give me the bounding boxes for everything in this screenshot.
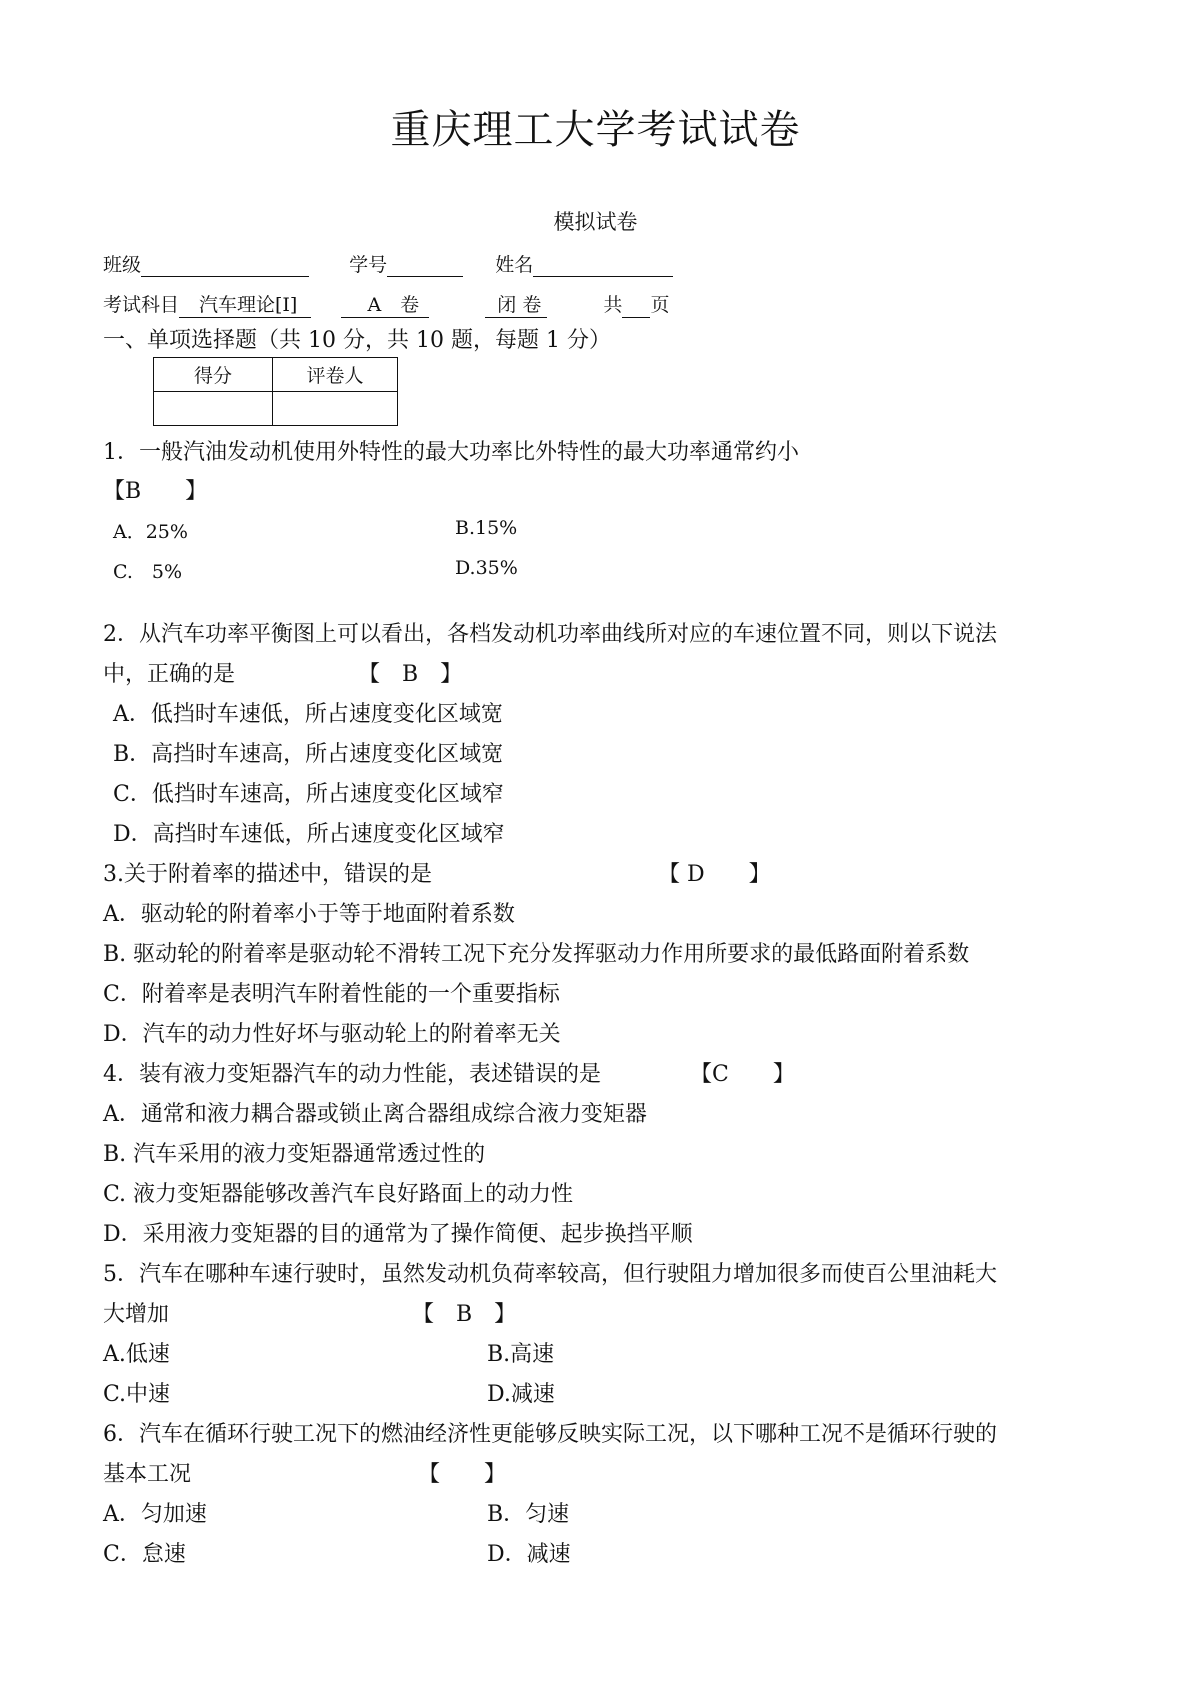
question-5-text: 5．汽车在哪种车速行驶时，虽然发动机负荷率较高，但行驶阻力增加很多而使百公里油耗大 [103, 1262, 998, 1287]
question-5-option-d: D.减速 [487, 1382, 555, 1407]
question-4-option-a: A．通常和液力耦合器或锁止离合器组成综合液力变矩器 [103, 1102, 647, 1127]
question-5-option-b: B.高速 [487, 1342, 555, 1367]
question-5-text-cont: 大增加 [103, 1302, 170, 1327]
question-2-text: 2．从汽车功率平衡图上可以看出，各档发动机功率曲线所对应的车速位置不同，则以下说法 [103, 622, 998, 647]
question-5-option-a: A.低速 [103, 1342, 170, 1367]
question-6-option-d: D．减速 [487, 1542, 571, 1567]
score-table [153, 357, 398, 426]
question-5-option-c: C.中速 [103, 1382, 171, 1407]
question-1-option-b: B.15% [455, 517, 518, 539]
score-header: 得分 [154, 358, 273, 392]
question-4-answer: 【C 】 [690, 1062, 795, 1087]
question-3-option-c: C．附着率是表明汽车附着性能的一个重要指标 [103, 982, 560, 1007]
question-3-option-d: D．汽车的动力性好坏与驱动轮上的附着率无关 [103, 1022, 561, 1047]
section-heading: 一、单项选择题（共 10 分，共 10 题，每题 1 分） [103, 328, 611, 353]
question-1-option-c: C. 5% [113, 561, 183, 583]
question-6-option-b: B．匀速 [487, 1502, 570, 1527]
question-2-option-b: B．高挡时车速高，所占速度变化区域宽 [113, 742, 504, 767]
question-4-option-d: D．采用液力变矩器的目的通常为了操作简便、起步换挡平顺 [103, 1222, 693, 1247]
question-6-option-a: A．匀加速 [103, 1502, 207, 1527]
question-6-answer: 【 】 [418, 1462, 507, 1487]
exam-type: 闭 卷 [485, 290, 547, 318]
question-2-text-cont: 中，正确的是 [103, 662, 236, 687]
question-4-text: 4．装有液力变矩器汽车的动力性能，表述错误的是 [103, 1062, 601, 1087]
exam-title: 重庆理工大学考试试卷 [390, 107, 801, 153]
question-1-option-a: A．25% [113, 521, 188, 543]
question-2-option-a: A．低挡时车速低，所占速度变化区域宽 [113, 702, 503, 727]
total-pages-field[interactable] [622, 295, 650, 318]
question-1-text: 1．一般汽油发动机使用外特性的最大功率比外特性的最大功率通常约小 [103, 440, 799, 465]
name-field[interactable] [533, 254, 673, 277]
subject-row [103, 290, 669, 318]
name-label: 姓名 [495, 254, 534, 276]
student-id-field[interactable] [387, 254, 463, 277]
question-3-option-b: B. 驱动轮的附着率是驱动轮不滑转工况下充分发挥驱动力作用所要求的最低路面附着系数 [103, 942, 970, 967]
page-label: 页 [650, 294, 670, 316]
grader-header: 评卷人 [273, 358, 398, 392]
question-3-answer: 【 D 】 [658, 862, 771, 887]
question-3-text: 3.关于附着率的描述中，错误的是 [103, 862, 432, 887]
subject-value: 汽车理论[I] [179, 290, 311, 318]
question-4-option-c: C. 液力变矩器能够改善汽车良好路面上的动力性 [103, 1182, 574, 1207]
question-6-text-cont: 基本工况 [103, 1462, 192, 1487]
total-label: 共 [603, 294, 623, 316]
question-6-option-c: C．怠速 [103, 1542, 186, 1567]
question-2-option-d: D．高挡时车速低，所占速度变化区域窄 [113, 822, 505, 847]
question-2-option-c: C．低挡时车速高，所占速度变化区域窄 [113, 782, 504, 807]
student-info-row [103, 250, 673, 277]
question-6-text: 6．汽车在循环行驶工况下的燃油经济性更能够反映实际工况，以下哪种工况不是循环行驶的 [103, 1422, 998, 1447]
question-5-answer: 【 B 】 [412, 1302, 517, 1327]
question-2-answer: 【 B 】 [358, 662, 463, 687]
question-1-option-d: D.35% [455, 557, 518, 579]
paper-version: A 卷 [341, 290, 429, 318]
grader-cell[interactable] [273, 392, 398, 426]
question-1-answer: 【B 】 [103, 479, 208, 504]
subject-label: 考试科目 [103, 294, 180, 316]
class-field[interactable] [141, 254, 309, 277]
question-3-option-a: A．驱动轮的附着率小于等于地面附着系数 [103, 902, 515, 927]
class-label: 班级 [103, 254, 142, 276]
score-cell[interactable] [154, 392, 273, 426]
student-id-label: 学号 [349, 254, 388, 276]
question-4-option-b: B. 汽车采用的液力变矩器通常透过性的 [103, 1142, 486, 1167]
exam-subtitle: 模拟试卷 [553, 210, 638, 234]
